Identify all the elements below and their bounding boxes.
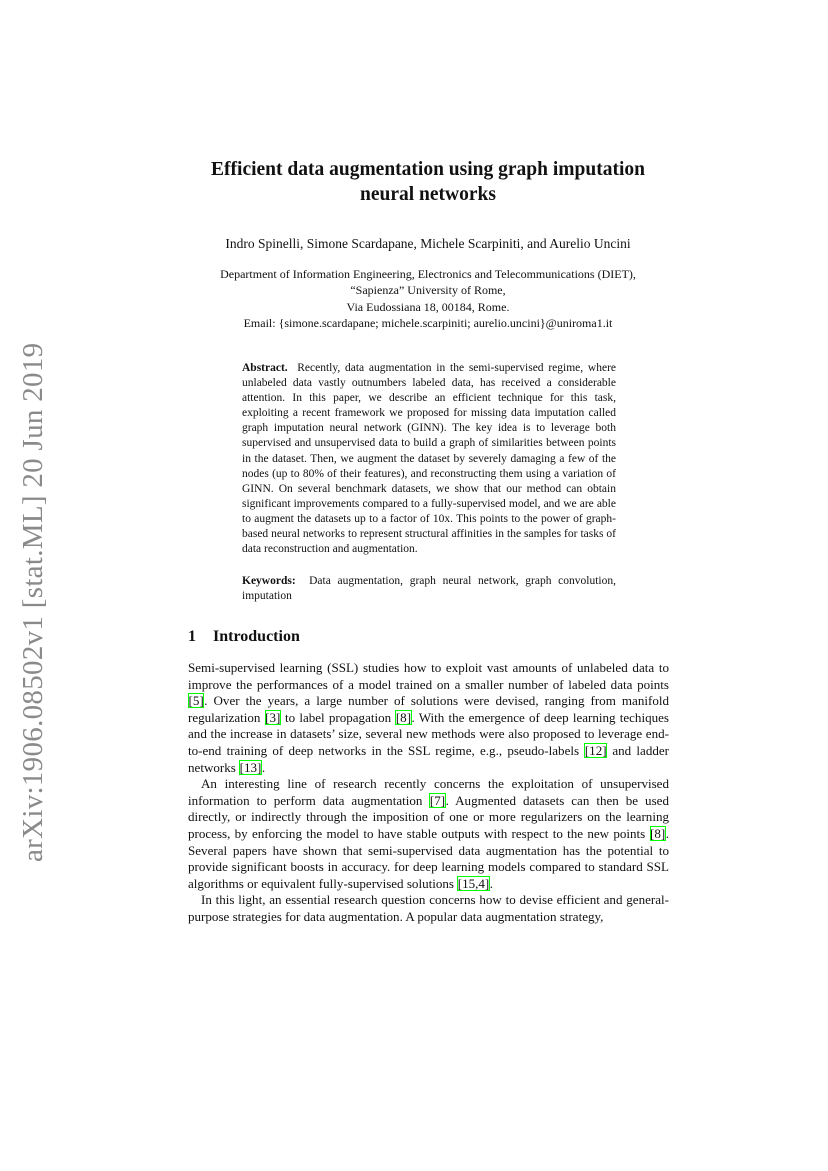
citation-link[interactable]: [8] (650, 825, 666, 841)
section-title: Introduction (213, 628, 300, 645)
section-heading (188, 628, 300, 646)
affiliation-block (150, 266, 706, 332)
body-text (188, 660, 669, 926)
paragraph-text: to label propagation (280, 709, 396, 725)
paragraph (188, 660, 669, 776)
abstract (242, 361, 616, 557)
paragraph (188, 892, 669, 925)
affiliation-email: Email: {simone.scardapane; michele.scarpiniti; aurelio.uncini}@uniroma1.it (243, 316, 613, 331)
author-list: Indro Spinelli, Simone Scardapane, Michele Scarpiniti, and Aurelio Uncini (225, 236, 631, 251)
section-number: 1 (188, 628, 196, 645)
paragraph-text: . (489, 875, 494, 891)
paragraph-text: . With the emergence of deep learning techiques and the increase in datasets’ size, several new methods were also proposed to leverage end-to-end training of deep networks in the SSL regime, e.g., pseudo-labels (188, 709, 669, 758)
citation-link[interactable]: [12] (584, 742, 607, 758)
paragraph-text: Semi-supervised learning (SSL) studies how to exploit vast amounts of unlabeled data to improve the performances of a model trained on a smaller number of labeled data points (188, 660, 669, 692)
citation-link[interactable]: [15,4] (457, 875, 490, 891)
paragraph-text: . Over the years, a large number of solutions were devised, ranging from manifold regularization (188, 693, 669, 725)
keywords (242, 574, 616, 604)
abstract-label: Abstract. (242, 362, 288, 374)
citation-link[interactable]: [7] (429, 792, 446, 808)
paragraph-text: and ladder networks (188, 742, 669, 775)
arxiv-identifier-stamp: arXiv:1906.08502v1 [stat.ML] 20 Jun 2019 (17, 342, 49, 862)
paragraph (188, 776, 669, 892)
affiliation-line: Via Eudossiana 18, 00184, Rome. (346, 299, 510, 314)
citation-link[interactable]: [3] (265, 709, 281, 725)
citation-link[interactable]: [13] (239, 759, 262, 775)
affiliation-line: “Sapienza” University of Rome, (350, 283, 506, 298)
title-line-2: neural networks (360, 184, 496, 205)
keywords-text: Data augmentation, graph neural network, graph convolution, imputation (242, 575, 616, 603)
paragraph-text: . Several papers have shown that semi-supervised data augmentation has the potential to provide significant boosts in accuracy. for deep learning models compared to standard SSL algorithms or equivalent fully-supervised solutions (188, 825, 669, 891)
citation-link[interactable]: [8] (395, 709, 412, 725)
title-line-1: Efficient data augmentation using graph imputation (211, 159, 645, 180)
keywords-label: Keywords: (242, 575, 296, 587)
affiliation-line: Department of Information Engineering, Electronics and Telecommunications (DIET), (220, 267, 636, 281)
paragraph-text: In this light, an essential research question concerns how to devise efficient and general-purpose strategies for data augmentation. A popular data augmentation strategy, (188, 892, 669, 924)
paragraph-text: An interesting line of research recently concerns the exploitation of unsupervised information to perform data augmentation (188, 776, 669, 808)
paper-title (150, 157, 706, 207)
paragraph-text: . (261, 759, 266, 775)
citation-link[interactable]: [5] (188, 693, 204, 709)
abstract-text: Recently, data augmentation in the semi-supervised regime, where unlabeled data vastly outnumbers labeled data, has received a considerable attention. In this paper, we describe an efficient technique for this task, exploiting a recent framework we proposed for missing data imputation called graph imputation neural network (GINN). The key idea is to leverage both supervised and unsupervised data to build a graph of similarities between points in the dataset. Then, we augment the dataset by severely damaging a few of the nodes (up to 80% of their features), and reconstructing them using a variation of GINN. On several benchmark datasets, we show that our method can obtain significant improvements compared to a fully-supervised model, and we are able to augment the datasets up to a factor of 10x. This points to the power of graph-based neural networks to represent structural affinities in the samples for tasks of data reconstruction and augmentation. (242, 362, 616, 556)
paragraph-text: . Augmented datasets can then be used directly, or indirectly through the imposition of one or more regularizers on the learning process, by enforcing the model to have stable outputs with respect to the new points (188, 792, 669, 841)
